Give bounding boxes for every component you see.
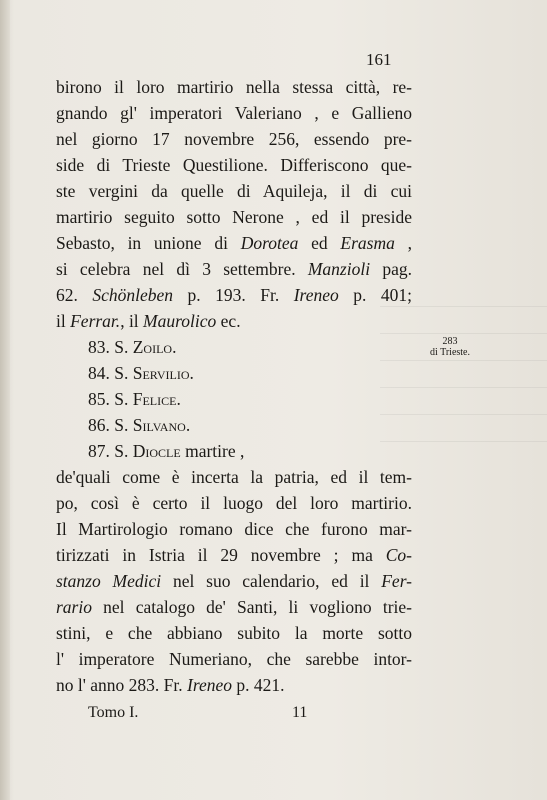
text-line-3: nel giorno 17 novembre 256, essendo pre- bbox=[56, 129, 412, 149]
text-line-4: side di Trieste Questilione. Differiscono que- bbox=[56, 155, 412, 175]
margin-note-place: di Trieste. bbox=[429, 347, 470, 358]
text-line-6: martirio seguito sotto Nerone , ed il preside bbox=[56, 207, 412, 227]
text-line-9: 62. Schönleben p. 193. Fr. Ireneo p. 401; bbox=[56, 285, 412, 305]
saint-entry-86: 86. S. Silvano. bbox=[88, 415, 191, 435]
text-line-5: ste vergini da quelle di Aquileja, il di cui bbox=[56, 181, 412, 201]
footer-volume: Tomo I. bbox=[88, 704, 139, 721]
saint-entry-87: 87. S. Diocle martire , bbox=[88, 441, 245, 461]
text-line-17: po, così è certo il luogo del loro martirio. bbox=[56, 493, 412, 513]
text-line-24: no l' anno 283. Fr. Ireneo p. 421. bbox=[56, 675, 285, 695]
text-line-23: l' imperatore Numeriano, che sarebbe intor- bbox=[56, 649, 412, 669]
text-line-7: Sebasto, in unione di Dorotea ed Erasma , bbox=[56, 233, 412, 253]
text-line-19: tirizzati in Istria il 29 novembre ; ma Co- bbox=[56, 545, 412, 565]
text-line-1: birono il loro martirio nella stessa città, re- bbox=[56, 77, 412, 97]
saint-entry-84: 84. S. Servilio. bbox=[88, 363, 194, 383]
margin-note-number: 283 bbox=[442, 336, 458, 347]
text-line-21: rario nel catalogo de' Santi, li vogliono trie- bbox=[56, 597, 412, 617]
margin-note bbox=[410, 336, 490, 358]
text-line-22: stini, e che abbiano subito la morte sotto bbox=[56, 623, 412, 643]
text-line-10: il Ferrar., il Maurolico ec. bbox=[56, 311, 241, 331]
text-line-16: de'quali come è incerta la patria, ed il tem- bbox=[56, 467, 412, 487]
saint-entry-85: 85. S. Felice. bbox=[88, 389, 181, 409]
text-line-20: stanzo Medici nel suo calendario, ed il Fer- bbox=[56, 571, 412, 591]
text-line-2: gnando gl' imperatori Valeriano , e Gallieno bbox=[56, 103, 412, 123]
text-line-8: si celebra nel dì 3 settembre. Manzioli pag. bbox=[56, 259, 412, 279]
page-number: 161 bbox=[366, 50, 392, 69]
footer-signature: 11 bbox=[292, 704, 308, 721]
page-gutter bbox=[0, 0, 10, 800]
text-line-18: Il Martirologio romano dice che furono mar- bbox=[56, 519, 412, 539]
saint-entry-83: 83. S. Zoilo. bbox=[88, 337, 177, 357]
